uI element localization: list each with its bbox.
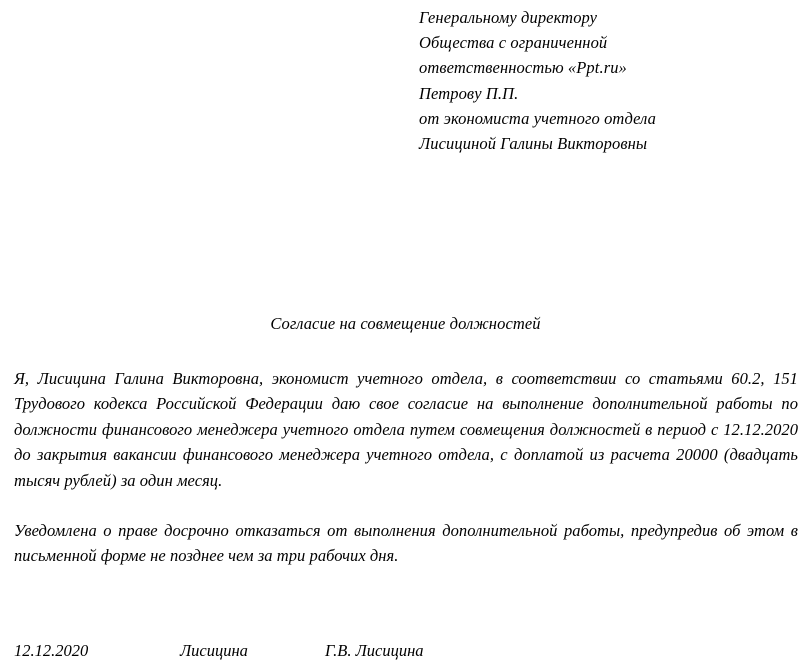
document-title: Согласие на совмещение должностей: [270, 314, 541, 333]
signature-date: 12.12.2020: [14, 641, 89, 660]
signature-full-name: Г.В. Лисицина: [325, 641, 424, 660]
addressee-line-2: Общества с ограниченной: [419, 33, 608, 53]
body-paragraph-1: Я, Лисицина Галина Викторовна, экономист учетного отдела, в соответствии со статьями 60.2, 151 Трудового кодекса Российской Федерации даю свое согласие на выполнение дополнительной работы по должности финансового менеджера учетного отдела путем совмещения должностей в период с 12.12.2020 до закрытия вакансии финансового менеджера учетного отдела, с доплатой из расчета 20000 (двадцать тысяч рублей) за один месяц.: [14, 369, 798, 490]
signature-row: [14, 639, 798, 663]
addressee-line-4: Петрову П.П.: [419, 83, 519, 103]
signature-mark: Лисицина: [180, 641, 248, 660]
addressee-line-1: Генеральному директору: [419, 8, 598, 27]
document-body: [14, 366, 798, 569]
addressee-block: [419, 5, 799, 156]
addressee-line-6: Лисициной Галины Викторовны: [419, 134, 648, 154]
addressee-line-3: ответственностью «Ppt.ru»: [419, 58, 627, 78]
addressee-line-5: от экономиста учетного отдела: [419, 108, 656, 128]
body-paragraph-2: Уведомлена о праве досрочно отказаться от выполнения дополнительной работы, предупредив об этом в письменной форме не позднее чем за три рабочих дня.: [14, 521, 798, 566]
